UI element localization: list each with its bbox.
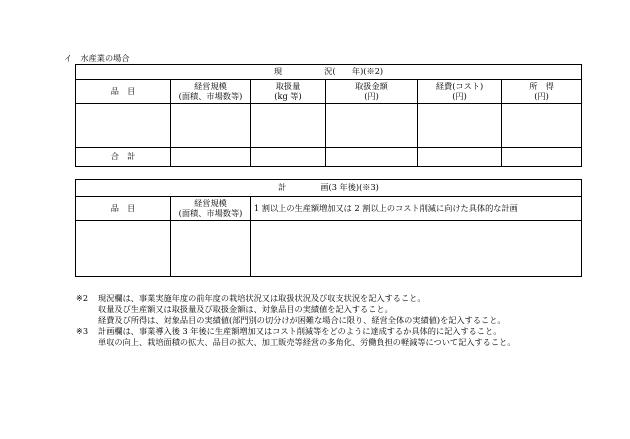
cell-scale <box>171 104 251 148</box>
cell-cost <box>418 104 502 148</box>
header-item: 品 目 <box>76 80 171 104</box>
current-status-title: 現 況( 年)(※2) <box>76 65 582 80</box>
plan-title: 計 画(3 年後)(※3) <box>76 180 582 197</box>
plan-table <box>75 179 582 277</box>
note-line: 経費及び所得は、対象品目の実績値(部門別の切分けが困難な場合に限り、経営全体の実績値)を記入すること。 <box>98 315 506 325</box>
table-row <box>76 221 582 277</box>
table-row <box>76 104 582 148</box>
header-cost: 経費(コスト) (円) <box>418 80 502 104</box>
note-mark: ※3 <box>76 326 89 336</box>
cell-income <box>502 104 582 148</box>
plan-header-plan: 1 割以上の生産額増加又は 2 割以上のコスト削減に向けた具体的な計画 <box>251 197 582 221</box>
current-status-table <box>75 64 582 167</box>
section-heading: イ 水産業の場合 <box>64 53 130 63</box>
cell-amount <box>326 104 418 148</box>
note-line: ※2 現況欄は、事業実施年度の前年度の栽培状況又は取扱状況及び収支状況を記入すること。 <box>76 293 426 303</box>
plan-header-scale: 経営規模 (面積、市場数等) <box>171 197 251 221</box>
cell-volume <box>251 104 326 148</box>
header-income: 所 得 (円) <box>502 80 582 104</box>
header-scale: 経営規模 (面積、市場数等) <box>171 80 251 104</box>
plan-header-item: 品 目 <box>76 197 171 221</box>
plan-cell-scale <box>171 221 251 277</box>
note-line: 収量及び生産額又は取扱量及び取扱金額は、対象品目の実績値を記入すること。 <box>98 304 393 314</box>
total-label: 合 計 <box>76 148 171 167</box>
plan-cell-item <box>76 221 171 277</box>
plan-cell-plan <box>251 221 582 277</box>
header-volume: 取扱量 (kg 等) <box>251 80 326 104</box>
note-line: ※3 計画欄は、事業導入後 3 年後に生産額増加又はコスト削減等をどのように達成するか具体的に記入すること。 <box>76 326 502 336</box>
note-mark: ※2 <box>76 293 89 303</box>
total-row <box>76 148 582 167</box>
cell-item <box>76 104 171 148</box>
header-amount: 取扱金額 (円) <box>326 80 418 104</box>
note-line: 単収の向上、栽培面積の拡大、品目の拡大、加工販売等経営の多角化、労働負担の軽減等について記入すること。 <box>98 337 516 347</box>
